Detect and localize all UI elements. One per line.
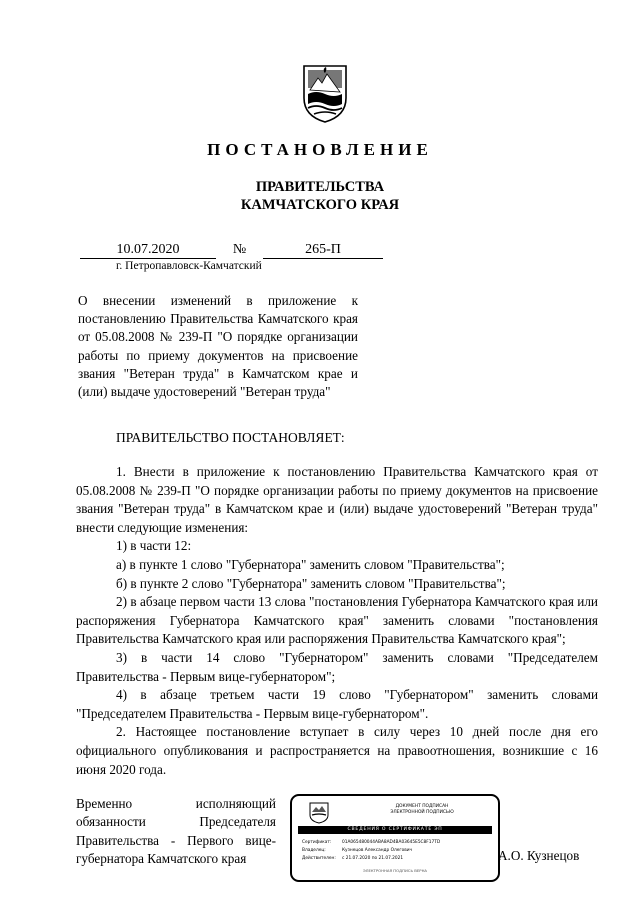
stamp-footer: ЭЛЕКТРОННАЯ ПОДПИСЬ ВЕРНА bbox=[362, 868, 428, 873]
certificate-value: 01A065480044ABA8AD4BA03645E5C8F17TD bbox=[342, 840, 441, 845]
decree-body bbox=[76, 463, 598, 779]
issuer-line-1: ПРАВИТЕЛЬСТВА bbox=[255, 179, 385, 195]
paragraph: 1. Внести в приложение к постановлению Правительства Камчатского края от 05.08.2008 № 239-П "О порядке организации работы по приему документов на присвоение звания "Ветеран труда" в Камчатском крае и (или) выдаче удостоверений "Ветеран труда" внести следующие изменения: bbox=[76, 464, 598, 535]
paragraph: 3) в части 14 слово "Губернатором" заменить словами "Председателем Правительства - Первым вице-губернатором"; bbox=[76, 649, 598, 684]
stamp-heading-line-1: ДОКУМЕНТ ПОДПИСАН bbox=[395, 804, 449, 809]
valid-label: Действителен: bbox=[302, 856, 336, 861]
decree-heading: ПРАВИТЕЛЬСТВО ПОСТАНОВЛЯЕТ: bbox=[116, 430, 345, 445]
number-sign: № bbox=[232, 242, 247, 257]
document-subject: О внесении изменений в приложение к постановлению Правительства Камчатского края от 05.08.2008 № 239-П "О порядке организации работы по приему документов на присвоение звания "Ветеран труда" в Камчатском крае и (или) выдаче удостоверений "Ветеран труда" bbox=[78, 293, 358, 400]
issuer-line-2: КАМЧАТСКОГО КРАЯ bbox=[240, 197, 400, 213]
stamp-heading bbox=[356, 804, 488, 816]
signatory-title: Временно исполняющий обязанности Председателя Правительства - Первого вице-губернатора Камчатского края bbox=[76, 796, 276, 867]
certificate-label: Сертификат: bbox=[302, 840, 332, 845]
emblem-icon bbox=[308, 802, 330, 824]
electronic-signature-stamp bbox=[290, 794, 500, 882]
stamp-owner-row bbox=[302, 848, 412, 853]
paragraph: 2. Настоящее постановление вступает в силу через 10 дней после дня его официального опубликования и распространяется на правоотношения, возникшие с 16 июня 2020 года. bbox=[76, 724, 598, 777]
stamp-certificate-bar: СВЕДЕНИЯ О СЕРТИФИКАТЕ ЭП bbox=[298, 826, 492, 834]
stamp-certificate-row bbox=[302, 840, 440, 845]
signatory-name: А.О. Кузнецов bbox=[498, 848, 580, 863]
place-of-issue: г. Петропавловск-Камчатский bbox=[116, 260, 262, 272]
paragraph: 2) в абзаце первом части 13 слова "постановления Губернатора Камчатского края или распоряжения Губернатора Камчатского края" заменить словами "постановления Правительства Камчатского края или распоряжения Правительства Камчатского края"; bbox=[76, 594, 598, 647]
valid-value: с 21.07.2020 по 21.07.2021 bbox=[342, 856, 404, 861]
owner-label: Владелец: bbox=[302, 848, 326, 853]
paragraph: б) в пункте 2 слово "Губернатора" заменить словом "Правительства"; bbox=[116, 575, 506, 591]
paragraph: 1) в части 12: bbox=[116, 538, 192, 554]
document-type-title: ПОСТАНОВЛЕНИЕ bbox=[207, 140, 433, 159]
stamp-heading-line-2: ЭЛЕКТРОННОЙ ПОДПИСЬЮ bbox=[390, 810, 454, 815]
document-date: 10.07.2020 bbox=[80, 242, 216, 259]
stamp-valid-row bbox=[302, 856, 403, 861]
coat-of-arms-emblem bbox=[300, 64, 350, 124]
paragraph: 4) в абзаце третьем части 19 слово "Губернатором" заменить словами "Председателем Правительства - Первым вице-губернатором". bbox=[76, 687, 598, 721]
issuer-block bbox=[0, 178, 640, 214]
document-number: 265-П bbox=[263, 242, 383, 259]
owner-value: Кузнецов Александр Олегович bbox=[342, 848, 413, 853]
date-number-line bbox=[80, 242, 383, 259]
paragraph: а) в пункте 1 слово "Губернатора" заменить словом "Правительства"; bbox=[116, 556, 505, 572]
